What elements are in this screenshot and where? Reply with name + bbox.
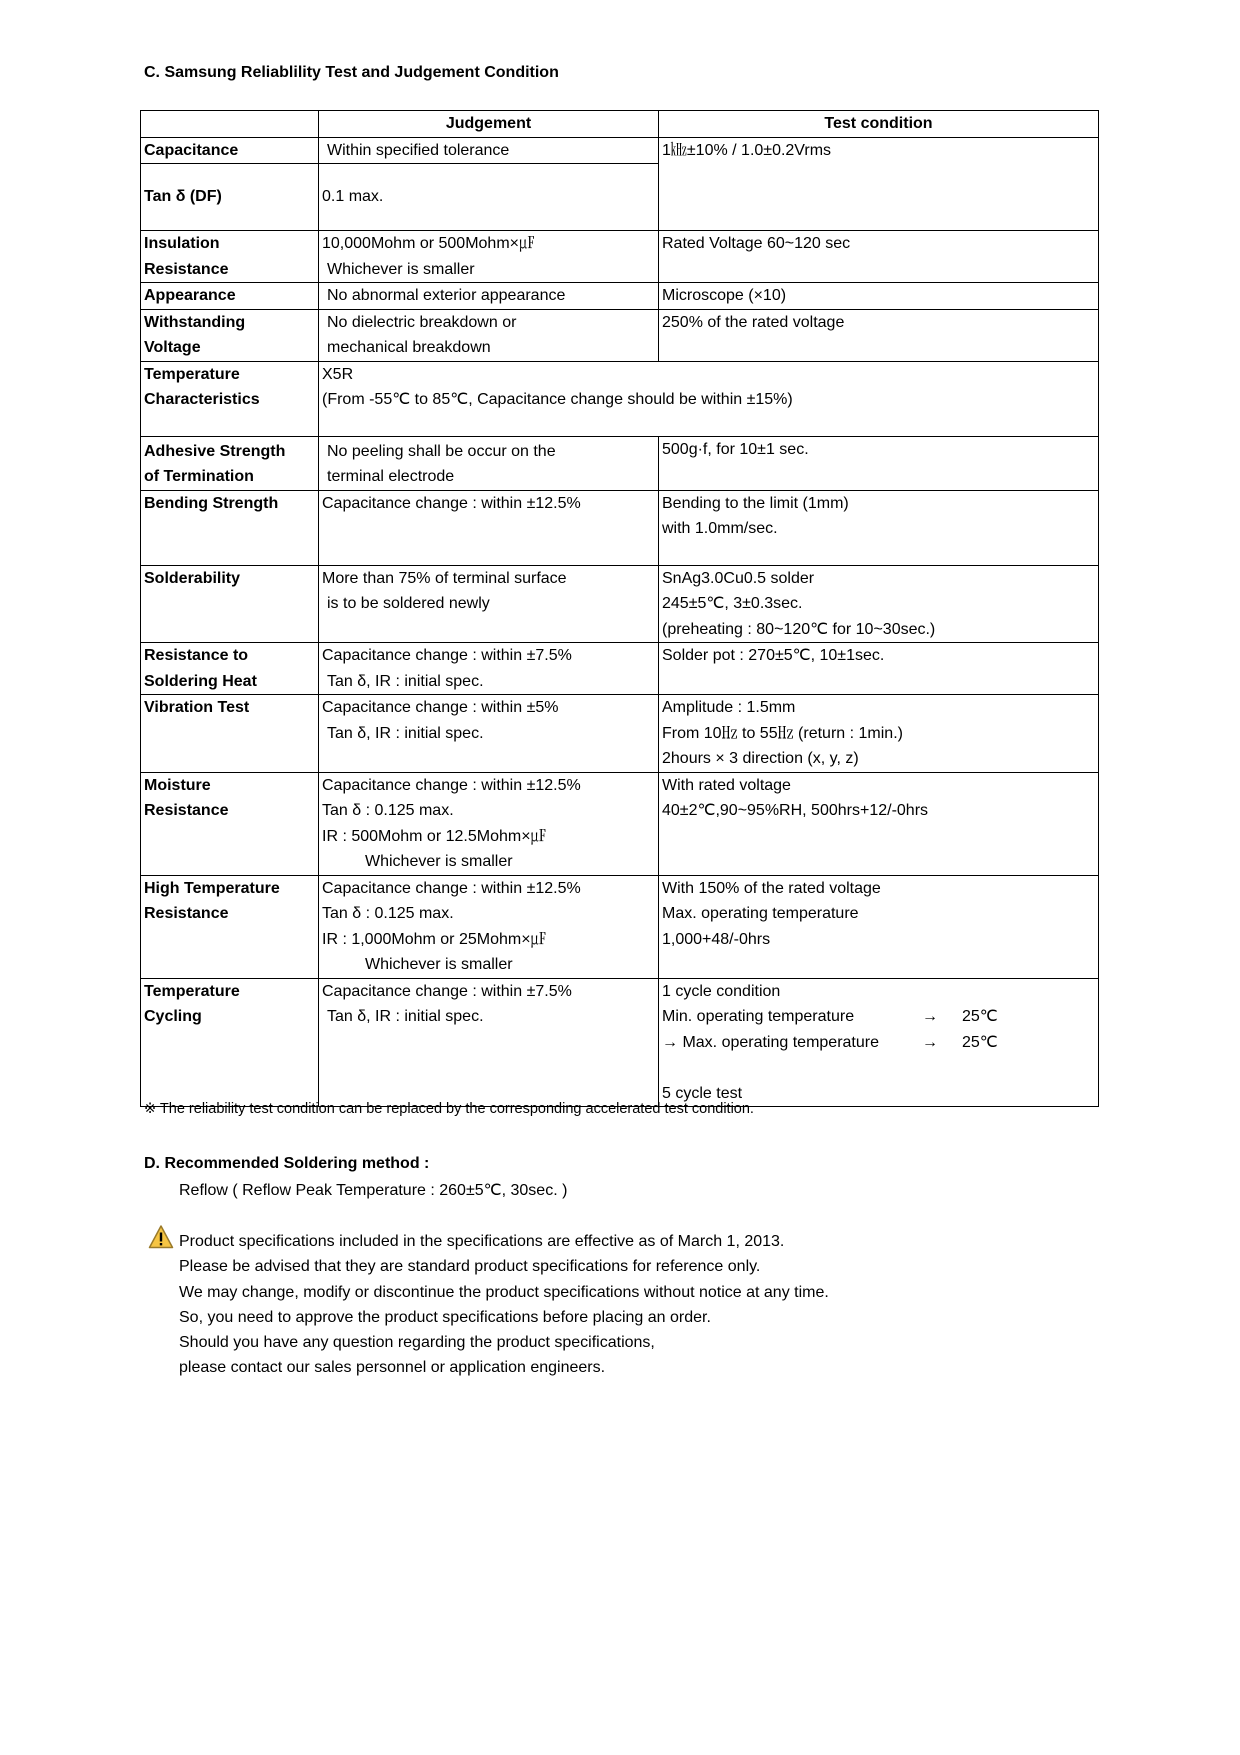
row-judgement: Capacitance change : within ±12.5% xyxy=(319,490,659,565)
reflow-condition: Reflow ( Reflow Peak Temperature : 260±5℃, 30sec. ) xyxy=(179,1182,568,1199)
notice-line: Should you have any question regarding the product specifications, xyxy=(179,1334,655,1352)
row-label: Temperature Characteristics xyxy=(141,361,319,436)
row-judgement: Within specified tolerance xyxy=(319,137,659,164)
table-row xyxy=(141,875,1099,978)
table-row xyxy=(141,772,1099,875)
row-judgement: Capacitance change : within ±12.5% Tan δ : 0.125 max. IR : 500Mohm or 12.5Mohm×㎌ Whichever is smaller xyxy=(319,772,659,875)
row-judgement: 10,000Mohm or 500Mohm×㎌ Whichever is smaller xyxy=(319,231,659,283)
cycle-step: Min. operating temperature → 25℃ xyxy=(662,1008,998,1025)
table-row xyxy=(141,283,1099,310)
row-condition: 500g·f, for 10±1 sec. xyxy=(659,436,1099,490)
reliability-table xyxy=(140,110,1099,1107)
row-condition: Bending to the limit (1mm) with 1.0mm/sec. xyxy=(659,490,1099,565)
notice-line: Please be advised that they are standard product specifications for reference only. xyxy=(179,1258,761,1276)
header-judgement: Judgement xyxy=(319,111,659,138)
row-judgement: No abnormal exterior appearance xyxy=(319,283,659,310)
section-c-title: C. Samsung Reliablility Test and Judgement Condition xyxy=(144,64,559,81)
row-condition: 1 cycle condition Min. operating temperature → 25℃ → Max. operating temperature → 25℃ 5 cycle test xyxy=(659,978,1099,1107)
row-condition: Amplitude : 1.5mm From 10㎐ to 55㎐ (return : 1min.) 2hours × 3 direction (x, y, z) xyxy=(659,695,1099,773)
row-condition: With 150% of the rated voltage Max. operating temperature 1,000+48/-0hrs xyxy=(659,875,1099,978)
row-label: Vibration Test xyxy=(141,695,319,773)
header-test-condition: Test condition xyxy=(659,111,1099,138)
row-condition: With rated voltage 40±2℃,90~95%RH, 500hrs+12/-0hrs xyxy=(659,772,1099,875)
row-condition: 1㎑±10% / 1.0±0.2Vrms xyxy=(659,137,1099,231)
row-judgement: No peeling shall be occur on the terminal electrode xyxy=(319,436,659,490)
table-row xyxy=(141,695,1099,773)
row-judgement: Capacitance change : within ±7.5% Tan δ, IR : initial spec. xyxy=(319,643,659,695)
cycle-step: → Max. operating temperature → 25℃ xyxy=(662,1033,998,1051)
table-row xyxy=(141,361,1099,436)
table-row xyxy=(141,137,1099,164)
notice-line: So, you need to approve the product specifications before placing an order. xyxy=(179,1308,711,1326)
table-footnote: ※ The reliability test condition can be replaced by the corresponding accelerated test condition. xyxy=(144,1101,754,1117)
notice-line: please contact our sales personnel or application engineers. xyxy=(179,1359,606,1377)
notice-line: We may change, modify or discontinue the product specifications without notice at any time. xyxy=(179,1283,829,1301)
row-label: Tan δ (DF) xyxy=(141,164,319,231)
notice-line: Product specifications included in the specifications are effective as of March 1, 2013. xyxy=(179,1233,785,1250)
table-row xyxy=(141,978,1099,1107)
row-condition: Microscope (×10) xyxy=(659,283,1099,310)
row-condition: SnAg3.0Cu0.5 solder 245±5℃, 3±0.3sec. (preheating : 80~120℃ for 10~30sec.) xyxy=(659,565,1099,643)
row-label: Moisture Resistance xyxy=(141,772,319,875)
table-row xyxy=(141,436,1099,490)
row-judgement: More than 75% of terminal surface is to be soldered newly xyxy=(319,565,659,643)
row-judgement: Capacitance change : within ±7.5% Tan δ, IR : initial spec. xyxy=(319,978,659,1107)
row-judgement: 0.1 max. xyxy=(319,164,659,231)
table-row xyxy=(141,565,1099,643)
table-row xyxy=(141,643,1099,695)
row-label: Withstanding Voltage xyxy=(141,309,319,361)
row-label: High Temperature Resistance xyxy=(141,875,319,978)
row-judgement: X5R (From -55℃ to 85℃, Capacitance change should be within ±15%) xyxy=(319,361,1099,436)
row-condition: 250% of the rated voltage xyxy=(659,309,1099,361)
row-condition: Rated Voltage 60~120 sec xyxy=(659,231,1099,283)
table-row xyxy=(141,490,1099,565)
row-label: Temperature Cycling xyxy=(141,978,319,1107)
row-label: Adhesive Strength of Termination xyxy=(141,436,319,490)
table-header-row xyxy=(141,111,1099,138)
row-judgement: No dielectric breakdown or mechanical breakdown xyxy=(319,309,659,361)
row-label: Capacitance xyxy=(141,137,319,164)
notice-block xyxy=(179,1229,829,1381)
section-d-title: D. Recommended Soldering method : xyxy=(144,1155,430,1172)
row-label: Insulation Resistance xyxy=(141,231,319,283)
header-blank xyxy=(141,111,319,138)
table-row xyxy=(141,231,1099,283)
table-row xyxy=(141,309,1099,361)
row-judgement: Capacitance change : within ±5% Tan δ, IR : initial spec. xyxy=(319,695,659,773)
warning-triangle-icon xyxy=(148,1224,174,1250)
row-condition: Solder pot : 270±5℃, 10±1sec. xyxy=(659,643,1099,695)
row-label: Appearance xyxy=(141,283,319,310)
row-label: Resistance to Soldering Heat xyxy=(141,643,319,695)
row-label: Solderability xyxy=(141,565,319,643)
row-judgement: Capacitance change : within ±12.5% Tan δ : 0.125 max. IR : 1,000Mohm or 25Mohm×㎌ Whichever is smaller xyxy=(319,875,659,978)
row-label: Bending Strength xyxy=(141,490,319,565)
